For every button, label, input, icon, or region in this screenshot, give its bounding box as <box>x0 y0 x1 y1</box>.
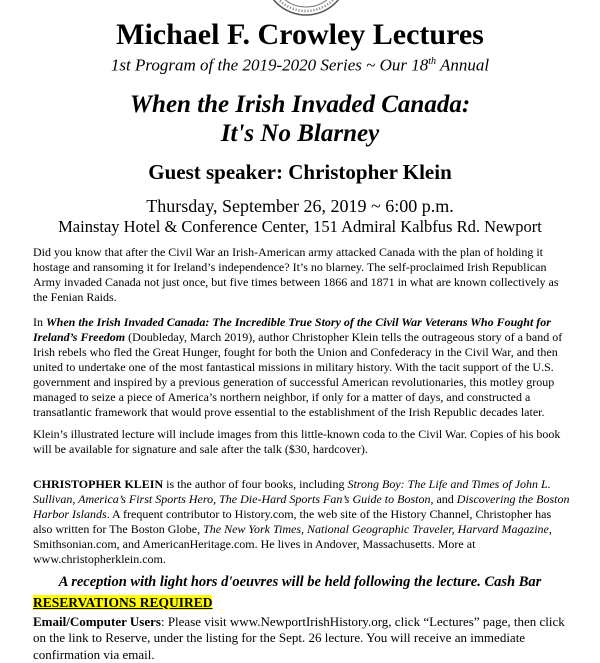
book-description-paragraph: In When the Irish Invaded Canada: The Incredible True Story of the Civil War Veterans Who Fought for Ireland’s Freedom (Doubleday, March 2019), author Christopher Klein tells the outrageous story of a band of Irish rebels who fled the Great Hunger, fought for both the Union and Confederacy in the Civil War, and then united to undertake one of the most fantastical missions in military history. With the tacit support of the U.S. government and inspired by a previous generation of successful American revolutionaries, this motley group managed to seize a piece of America’s northern neighbor, if only for a matter of days, and constructed a transatlantic framework that would prove essential to the establishment of the Irish Republic decades later. <box>33 314 563 419</box>
email-instructions: Email/Computer Users: Please visit www.NewportIrishHistory.org, click “Lectures” page, then click on the link to Reserve, under the listing for the Sept. 26 lecture. You will receive an immediate confirmation via email. <box>33 613 565 662</box>
reservations-row <box>33 594 600 612</box>
lecture-details-paragraph: Klein’s illustrated lecture will include images from this little-known coda to the Civil War. Copies of his book will be available for signature and sale after the talk ($30, hardcover). <box>33 426 561 456</box>
intro-paragraph: Did you know that after the Civil War an Irish-American army attacked Canada with the plan of holding it hostage and ransoming it for Ireland’s independence? It’s no blarney. The self-proclaimed Irish Republican Army invaded Canada not just once, but five times between 1866 and 1871 in what are known collectively as the Fenian Raids. <box>33 244 559 304</box>
reservations-required-heading: RESERVATIONS REQUIRED <box>33 594 213 610</box>
speaker-bio-paragraph: CHRISTOPHER KLEIN is the author of four books, including Strong Boy: The Life and Times of John L. Sullivan, America’s First Sports Hero, The Die-Hard Sports Fan’s Guide to Boston, and Discovering the Boston Harbor Islands. A frequent contributor to History.com, the web site of the History Channel, Christopher has also written for The Boston Globe, The New York Times, National Geographic Traveler, Harvard Magazine, Smithsonian.com, and AmericanHeritage.com. He lives in Andover, Massachusetts. More at www.christopherklein.com. <box>33 476 570 566</box>
reception-note: A reception with light hors d'oeuvres will be held following the lecture. Cash Bar <box>58 573 542 590</box>
series-subtitle: 1st Program of the 2019-2020 Series ~ Our 18th Annual <box>110 55 490 75</box>
guest-speaker-line: Guest speaker: Christopher Klein <box>148 159 452 184</box>
lecture-title-line2: It's No Blarney <box>220 119 380 147</box>
organization-seal-icon <box>0 0 600 15</box>
lecture-title-line1: When the Irish Invaded Canada: <box>129 90 471 118</box>
page-title: Michael F. Crowley Lectures <box>116 18 484 51</box>
event-venue: Mainstay Hotel & Conference Center, 151 Admiral Kalbfus Rd. Newport <box>58 216 542 236</box>
lecture-title <box>0 90 600 148</box>
seal-container <box>0 0 600 15</box>
event-datetime: Thursday, September 26, 2019 ~ 6:00 p.m. <box>146 195 454 216</box>
